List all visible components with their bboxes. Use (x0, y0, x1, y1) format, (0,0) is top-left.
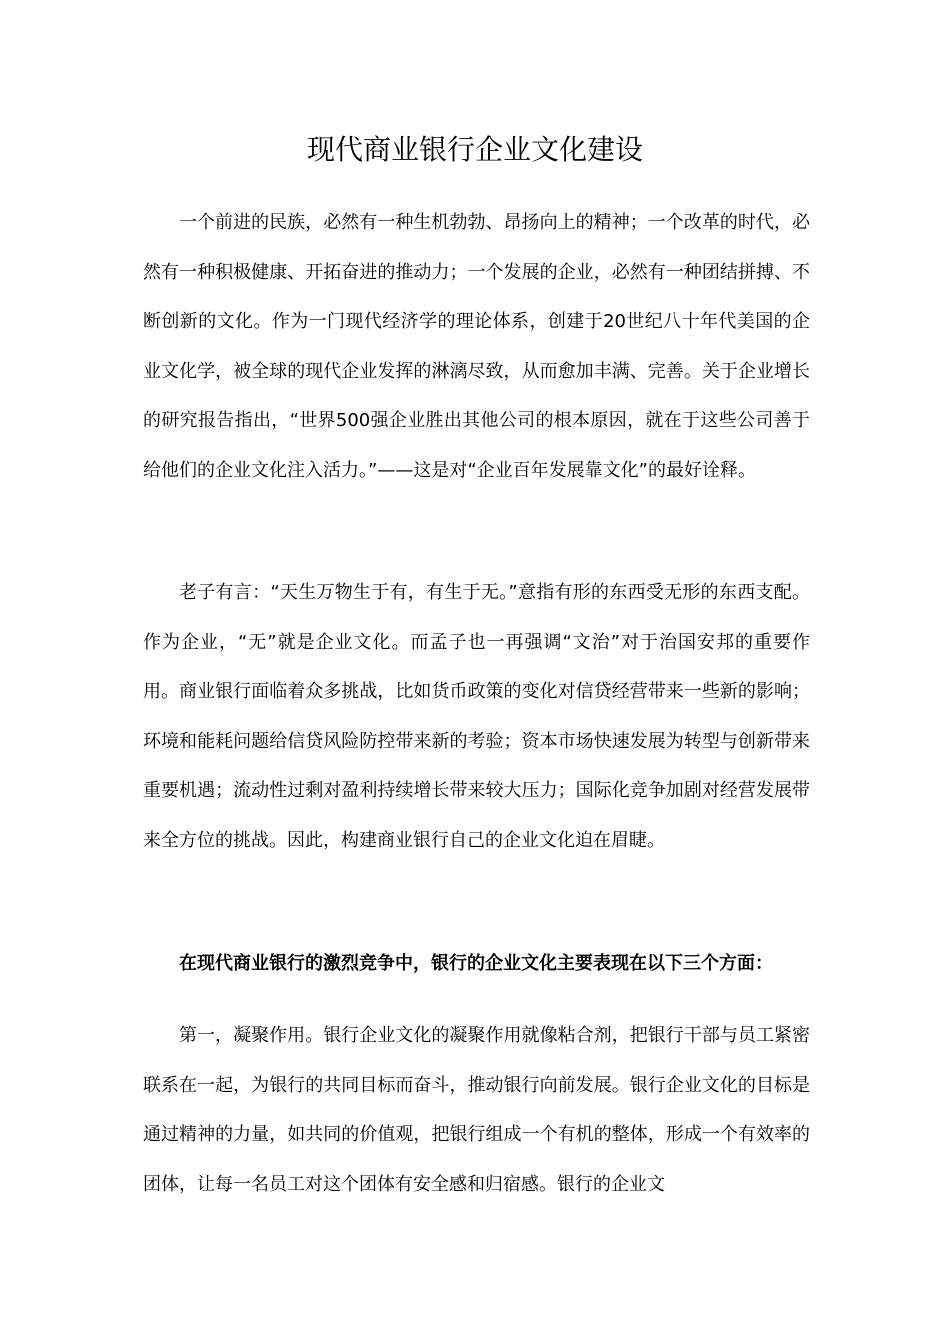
paragraph-laozi (143, 568, 810, 865)
paragraph-cohesion (143, 1011, 810, 1209)
paragraph-text: 老子有言：“天生万物生于有，有生于无。”意指有形的东西受无形的东西支配。作为企业，“无”就是企业文化。而孟子也一再强调“文治”对于治国安邦的重要作用。商业银行面临着众多挑战，比如货币政策的变化对信贷经营带来一些新的影响；环境和能耗问题给信贷风险防控带来新的考验；资本市场快速发展为转型与创新带来重要机遇；流动性过剩对盈利持续增长带来较大压力；国际化竞争加剧对经营发展带来全方位的挑战。因此，构建商业银行自己的企业文化迫在眉睫。 (143, 582, 810, 851)
paragraph-intro (143, 198, 810, 495)
document-title: 现代商业银行企业文化建设 (306, 133, 643, 166)
section-heading-block (143, 939, 810, 989)
section-heading: 在现代商业银行的激烈竞争中，银行的企业文化主要表现在以下三个方面： (179, 953, 773, 974)
paragraph-text: 第一，凝聚作用。银行企业文化的凝聚作用就像粘合剂，把银行干部与员工紧密联系在一起，为银行的共同目标而奋斗，推动银行向前发展。银行企业文化的目标是通过精神的力量，如共同的价值观，把银行组成一个有机的整体，形成一个有效率的团体，让每一名员工对这个团体有安全感和归宿感。银行的企业文 (143, 1025, 810, 1195)
paragraph-text: 一个前进的民族，必然有一种生机勃勃、昂扬向上的精神；一个改革的时代，必然有一种积极健康、开拓奋进的推动力；一个发展的企业，必然有一种团结拼搏、不断创新的文化。作为一门现代经济学的理论体系，创建于20世纪八十年代美国的企业文化学，被全球的现代企业发挥的淋漓尽致，从而愈加丰满、完善。关于企业增长的研究报告指出，“世界500强企业胜出其他公司的根本原因，就在于这些公司善于给他们的企业文化注入活力。”——这是对“企业百年发展靠文化”的最好诠释。 (143, 212, 810, 481)
